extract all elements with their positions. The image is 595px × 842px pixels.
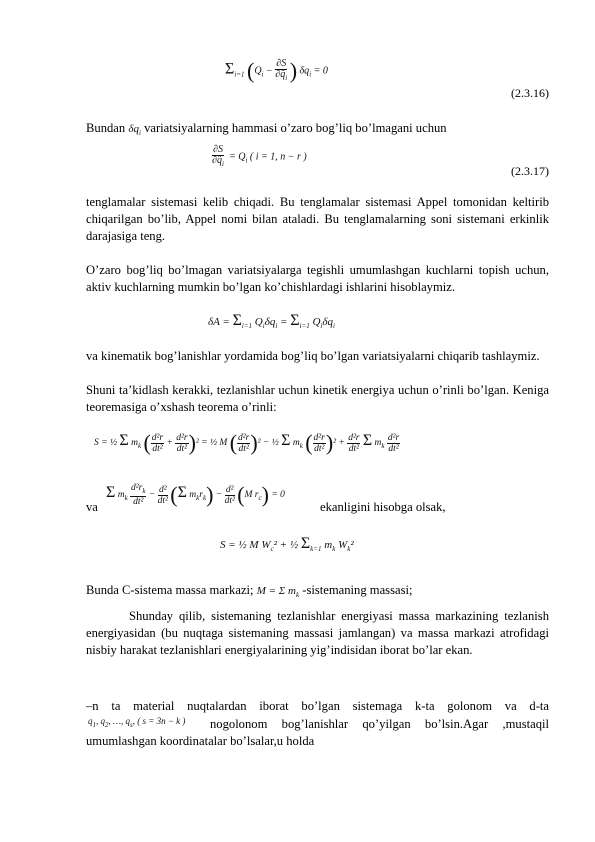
equation-partial-s: $\frac{\partial S}{\partial q̈_i}$ = $Q_i$ ( i = 1, n − r )	[212, 144, 307, 168]
paragraph-system-constraints-line2: nogolonom bog’lanishlar qo’yilgan bo’lsin.Agar ,mustaqil umumlashgan koordinatalar bo’lsalar,u holda	[86, 717, 549, 749]
coordinates-formula: $q_1$, $q_2$, …, $q_s$, ( s = 3n − k )	[88, 716, 186, 729]
equation-mass-center-condition: Σ $m_k$ $\frac{d^2r_k}{\text{dt²}}$ − $\frac{\text{d²}}{\text{dt²}}$ (Σ $m_kr_k$) − $\frac{\text{d²}}{\text{dt²}}$ (M $r_c) = 0$	[106, 482, 285, 507]
paragraph-appel-system: tenglamalar sistemasi kelib chiqadi. Bu tenglamalar sistemasi Appel tomonidan keltirib chiqarilgan bo’lib, Appel nomi bilan ataladi. Bu tenglamalarning soni sistemani erkinlik darajasiga teng.	[86, 195, 549, 244]
paragraph-conclusion: Shunday qilib, sistemaning tezlanishlar energiyasi massa markazining tezlanish energiyasidan (bu nuqtaga sistemaning massasi jamlangan) va massa markazi atrofidagi nisbiy harakat tezlanishlari energiyalarining yig’indisidan iborat bo’lar ekan.	[86, 609, 549, 658]
equation-acceleration-energy-expansion: S = ½ Σ $m_k$ ( $\frac{\text{d²r}}{\text{dt²}}$ + $\frac{\text{d²r}}{\text{dt²}}$ )² = ½ M ( $\frac{\text{d²r}}{\text{dt²}}$ )² − ½ Σ $m_k$ ( $\frac{\text{d²r}}{\text{dt²}}$ )² + $\frac{\text{d²r}}{\text{dt²}}$ Σ $m_k$ $\frac{\text{d²r}}{\text{dt²}}$	[94, 430, 400, 455]
paragraph-system-constraints-line1: –n ta material nuqtalardan iborat bo’lgan sistemaga k-ta golonom va d-ta	[86, 699, 549, 713]
equation-acceleration-energy: S = ½ M $W_c^2$ + ½ $\Sigma_{k=1}$ $m_k$ $W_k^2$	[220, 535, 354, 554]
equation-number-2-3-16: (2.3.16)	[511, 86, 549, 100]
total-mass-symbol: M = Σ $m_k$	[256, 585, 300, 600]
equation-number-2-3-17: (2.3.17)	[511, 164, 549, 178]
bunda-line: Bunda C-sistema massa markazi; M = Σ $m_k$ -sistemaning massasi;	[86, 583, 413, 600]
paragraph-kinematic-constraints: va kinematik bog’lanishlar yordamida bog’liq bo’lgan variatsiyalarni chiqarib tashlaymiz.	[86, 349, 540, 363]
va-line: va	[86, 500, 98, 514]
equation-virtual-work: $\delta A = \Sigma_{i=1}$ $Q_i\delta q_i = \Sigma_{i=1}$ $Q_i\delta q_i$	[208, 312, 335, 331]
paragraph-konig-theorem: Shuni ta’kidlash kerakki, tezlanishlar uchun kinetik energiya uchun o’rinli bo’lgan. Keniga teoremasiga o’xshash teorema o’rinli:	[86, 383, 549, 415]
delta-q-symbol: $\delta q_i$	[128, 123, 141, 138]
va-after-line: ekanligini hisobga olsak,	[320, 500, 446, 514]
paragraph-generalized-forces: O’zaro bog’liq bo’lmagan variatsiyalarga tegishli umumlashgan kuchlarni topish uchun, aktiv kuchlarning mumkin bo’lgan ko’chishlardagi ishlarini hisoblaymiz.	[86, 263, 549, 295]
equation-appel-sum: $\Sigma_{i=1}$ ($Q_i$ − $\frac{\partial S}{\partial q̈_i}$ ) $\delta q_i = 0$	[225, 58, 328, 83]
bundan-line: Bundan $\delta q_i$ variatsiyalarning hammasi o’zaro bog’liq bo’lmagani uchun	[86, 121, 447, 138]
